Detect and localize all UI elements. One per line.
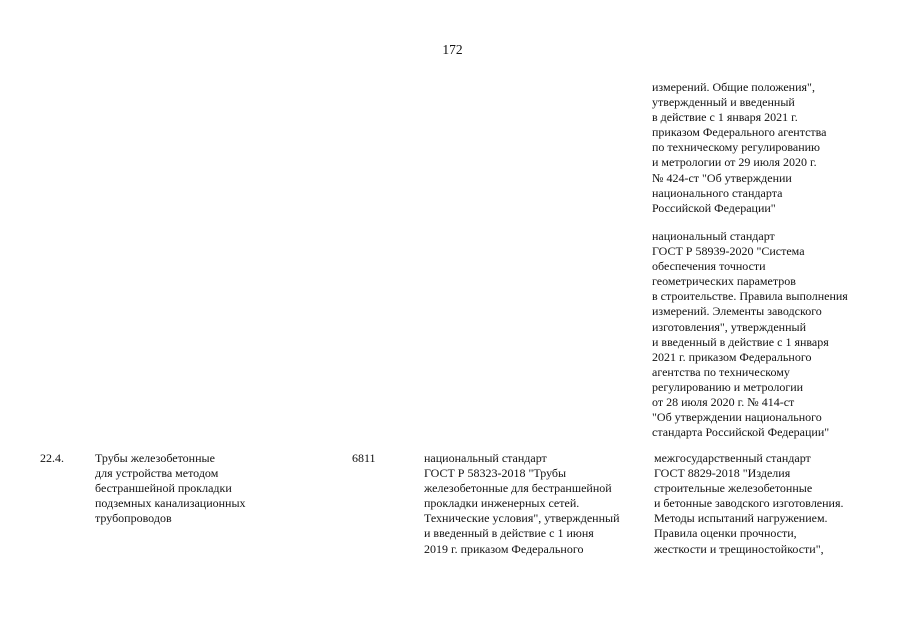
table-row-product-name: Трубы железобетонные для устройства методом бестраншейной прокладки подземных канализационных трубопроводов bbox=[95, 451, 246, 526]
table-row-code: 6811 bbox=[352, 451, 376, 465]
table-row-number: 22.4. bbox=[40, 451, 64, 465]
continuation-text-block-2: национальный стандарт ГОСТ Р 58939-2020 "Система обеспечения точности геометрических параметров в строительстве. Правила выполнения измерений. Элементы заводского изготовления", утвержденный и введенный в действие с 1 января 2021 г. приказом Федерального агентства по техническому регулированию и метрологии от 28 июля 2020 г. № 414-ст "Об утверждении национального стандарта Российской Федерации" bbox=[652, 229, 848, 440]
table-row-standard: национальный стандарт ГОСТ Р 58323-2018 "Трубы железобетонные для бестраншейной прокладки инженерных сетей. Технические условия", утвержденный и введенный в действие с 1 июня 2019 г. приказом Федерального bbox=[424, 451, 620, 556]
continuation-text-block-1: измерений. Общие положения", утвержденный и введенный в действие с 1 января 2021 г. приказом Федерального агентства по техническому регулированию и метрологии от 29 июля 2020 г. № 424-ст "Об утверждении национального стандарта Российской Федерации" bbox=[652, 80, 827, 215]
page-number: 172 bbox=[442, 42, 463, 57]
table-row-test-standard: межгосударственный стандарт ГОСТ 8829-2018 "Изделия строительные железобетонные и бетонные заводского изготовления. Методы испытаний нагружением. Правила оценки прочности, жесткости и трещиностойкости", bbox=[654, 451, 844, 556]
